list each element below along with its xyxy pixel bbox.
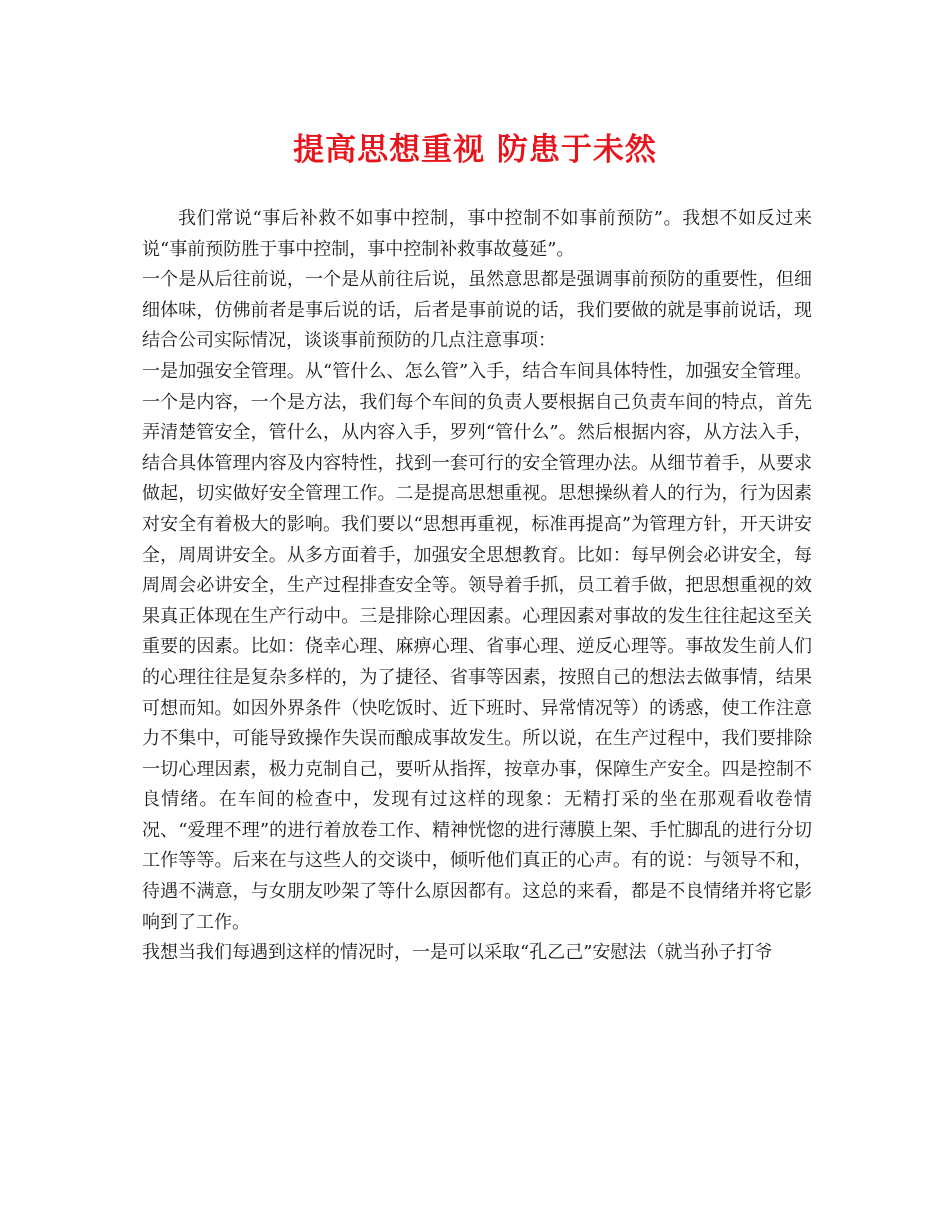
paragraph-intro: 我们常说“事后补救不如事中控制，事中控制不如事前预防”。我想不如反过来说“事前预防胜于事中控制，事中控制补救事故蔓延”。 — [142, 208, 812, 260]
paragraph-explanation: 一个是从后往前说，一个是从前往后说，虽然意思都是强调事前预防的重要性，但细细体味，仿佛前者是事后说的话，后者是事前说的话，我们要做的就是事前说话，现结合公司实际情况，谈谈事前预防的几点注意事项： — [142, 269, 812, 352]
document-body — [142, 204, 812, 969]
paragraph-measures: 一是加强安全管理。从“管什么、怎么管”入手，结合车间具体特性，加强安全管理。一个是内容，一个是方法，我们每个车间的负责人要根据自己负责车间的特点，首先弄清楚管安全，管什么，从内容入手，罗列“管什么”。然后根据内容，从方法入手，结合具体管理内容及内容特性，找到一套可行的安全管理办法。从细节着手，从要求做起，切实做好安全管理工作。二是提高思想重视。思想操纵着人的行为，行为因素对安全有着极大的影响。我们要以“思想再重视，标准再提高”为管理方针，开天讲安全，周周讲安全。从多方面着手，加强安全思想教育。比如：每早例会必讲安全，每周周会必讲安全，生产过程排查安全等。领导着手抓，员工着手做，把思想重视的效果真正体现在生产行动中。三是排除心理因素。心理因素对事故的发生往往起这至关重要的因素。比如：侥幸心理、麻痹心理、省事心理、逆反心理等。事故发生前人们的心理往往是复杂多样的，为了捷径、省事等因素，按照自己的想法去做事情，结果可想而知。如因外界条件（快吃饭时、近下班时、异常情况等）的诱惑，使工作注意力不集中，可能导致操作失误而酿成事故发生。所以说，在生产过程中，我们要排除一切心理因素，极力克制自己，要听从指挥，按章办事，保障生产安全。四是控制不良情绪。在车间的检查中，发现有过这样的现象：无精打采的坐在那观看收卷情况、“爱理不理”的进行着放卷工作、精神恍惚的进行薄膜上架、手忙脚乱的进行分切工作等等。后来在与这些人的交谈中，倾听他们真正的心声。有的说：与领导不和，待遇不满意，与女朋友吵架了等什么原因都有。这总的来看，都是不良情绪并将它影响到了工作。 — [142, 360, 812, 933]
document-title: 提高思想重视 防患于未然 — [293, 132, 657, 168]
paragraph-remedy: 我想当我们每遇到这样的情况时，一是可以采取“孔乙己”安慰法（就当孙子打爷 — [142, 942, 773, 964]
